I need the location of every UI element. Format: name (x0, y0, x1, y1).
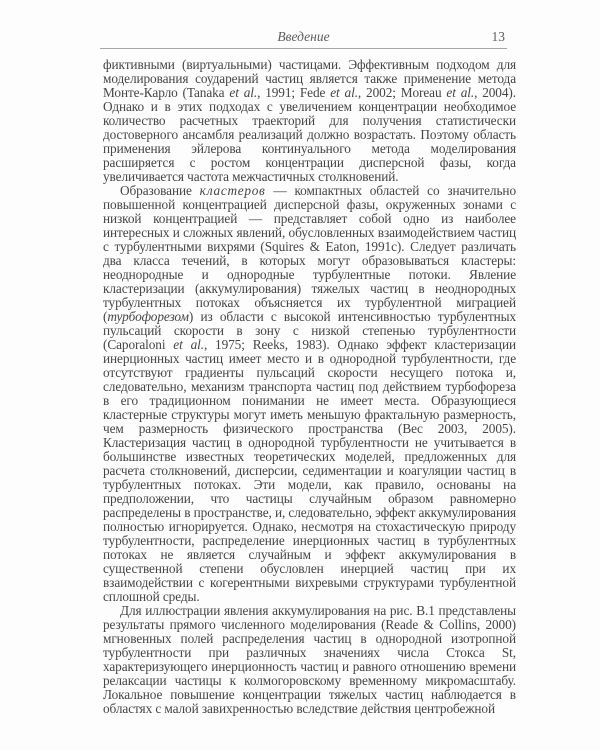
text-run: , 2002; Moreau (357, 85, 447, 100)
page-body (103, 58, 516, 716)
text-run: , 2004). Однако и в этих подходах с увеличением концентрации необходимое количество расчетных траекторий для получения статистически достоверного ансамбля реализаций должно возрастать. Поэтому область применения эйлерова континуального метода моделирования расширяется с ростом концентрации дисперсной фазы, когда увеличивается частота межчастичных столкновений. (103, 85, 516, 184)
text-run: — компактных областей со значительно повышенной концентрацией дисперсной фазы, окруженных зонами с низкой концентрацией — представляет собой одно из наиболее интересных и сложных явлений, обусловленных взаимодействием частиц с турбулентными вихрями (Squires & Eaton, 1991c). Следует различать два класса течений, в которых могут образовываться кластеры: неоднородные и однородные турбулентные потоки. Явление кластеризации (аккумулирования) тяжелых частиц в неоднородных турбулентных потоках объясняется их турбулентной миграцией ( (103, 183, 516, 324)
text-run: et al. (330, 85, 358, 100)
header-rule (100, 48, 507, 49)
text-run: et al. (173, 337, 204, 352)
text-run: et al. (229, 85, 258, 100)
text-run: Для иллюстрации явления аккумулирования на рис. В.1 представлены результаты прямого численного моделирования (Reade & Collins, 2000) мгновенных полей распределения частиц в однородной изотропной турбулентности при различных значениях числа Стокса St, характеризующего инерционность частиц и равного отношению времени релаксации частицы к колмогоровскому временному микромасштабу. Локальное повышение концентрации тяжелых частиц наблюдается в областях с малой завихренностью вследствие действия центробежной (103, 603, 516, 716)
text-run: Образование (120, 183, 200, 198)
paragraph (103, 604, 516, 716)
text-run: et al. (446, 85, 475, 100)
paragraph (103, 184, 516, 604)
text-run: фиктивными (виртуальными) частицами. Эффективным подходом для моделирования соударений частиц является также применение метода Монте-Карло (Tanaka (103, 57, 516, 100)
text-run: ) из области с высокой интенсивностью турбулентных пульсаций скорости в зону с низкой степенью турбулентности (Caporaloni (103, 309, 516, 352)
text-run: кластеров (199, 183, 266, 198)
text-run: турбофорезом (107, 309, 189, 324)
running-head (100, 29, 507, 48)
section-title: Введение (277, 29, 330, 44)
text-run: , 1975; Reeks, 1983). Однако эффект кластеризации инерционных частиц имеет место и в однородной турбулентности, где отсутствуют градиенты пульсаций скорости несущего потока и, следовательно, механизм транспорта частиц под действием турбофореза в его традиционном понимании не имеет места. Образующиеся кластерные структуры могут иметь меньшую фрактальную размерность, чем размерность физического пространства (Bec 2003, 2005). Кластеризация частиц в однородной турбулентности не учитывается в большинстве известных теоретических моделей, предложенных для расчета столкновений, дисперсии, седиментации и коагуляции частиц в турбулентных потоках. Эти модели, как правило, основаны на предположении, что частицы случайным образом равномерно распределены в пространстве, и, следовательно, эффект аккумулирования полностью игнорируется. Однако, несмотря на стохастическую природу турбулентности, распределение инерционных частиц в турбулентных потоках не является случайным и эффект аккумулирования в существенной степени обусловлен инерцией частиц при их взаимодействии с когерентными вихревыми структурами турбулентной сплошной среды. (103, 337, 516, 604)
text-run: , 1991; Fede (257, 85, 331, 100)
page-number: 13 (491, 29, 505, 44)
paragraph (103, 58, 516, 184)
